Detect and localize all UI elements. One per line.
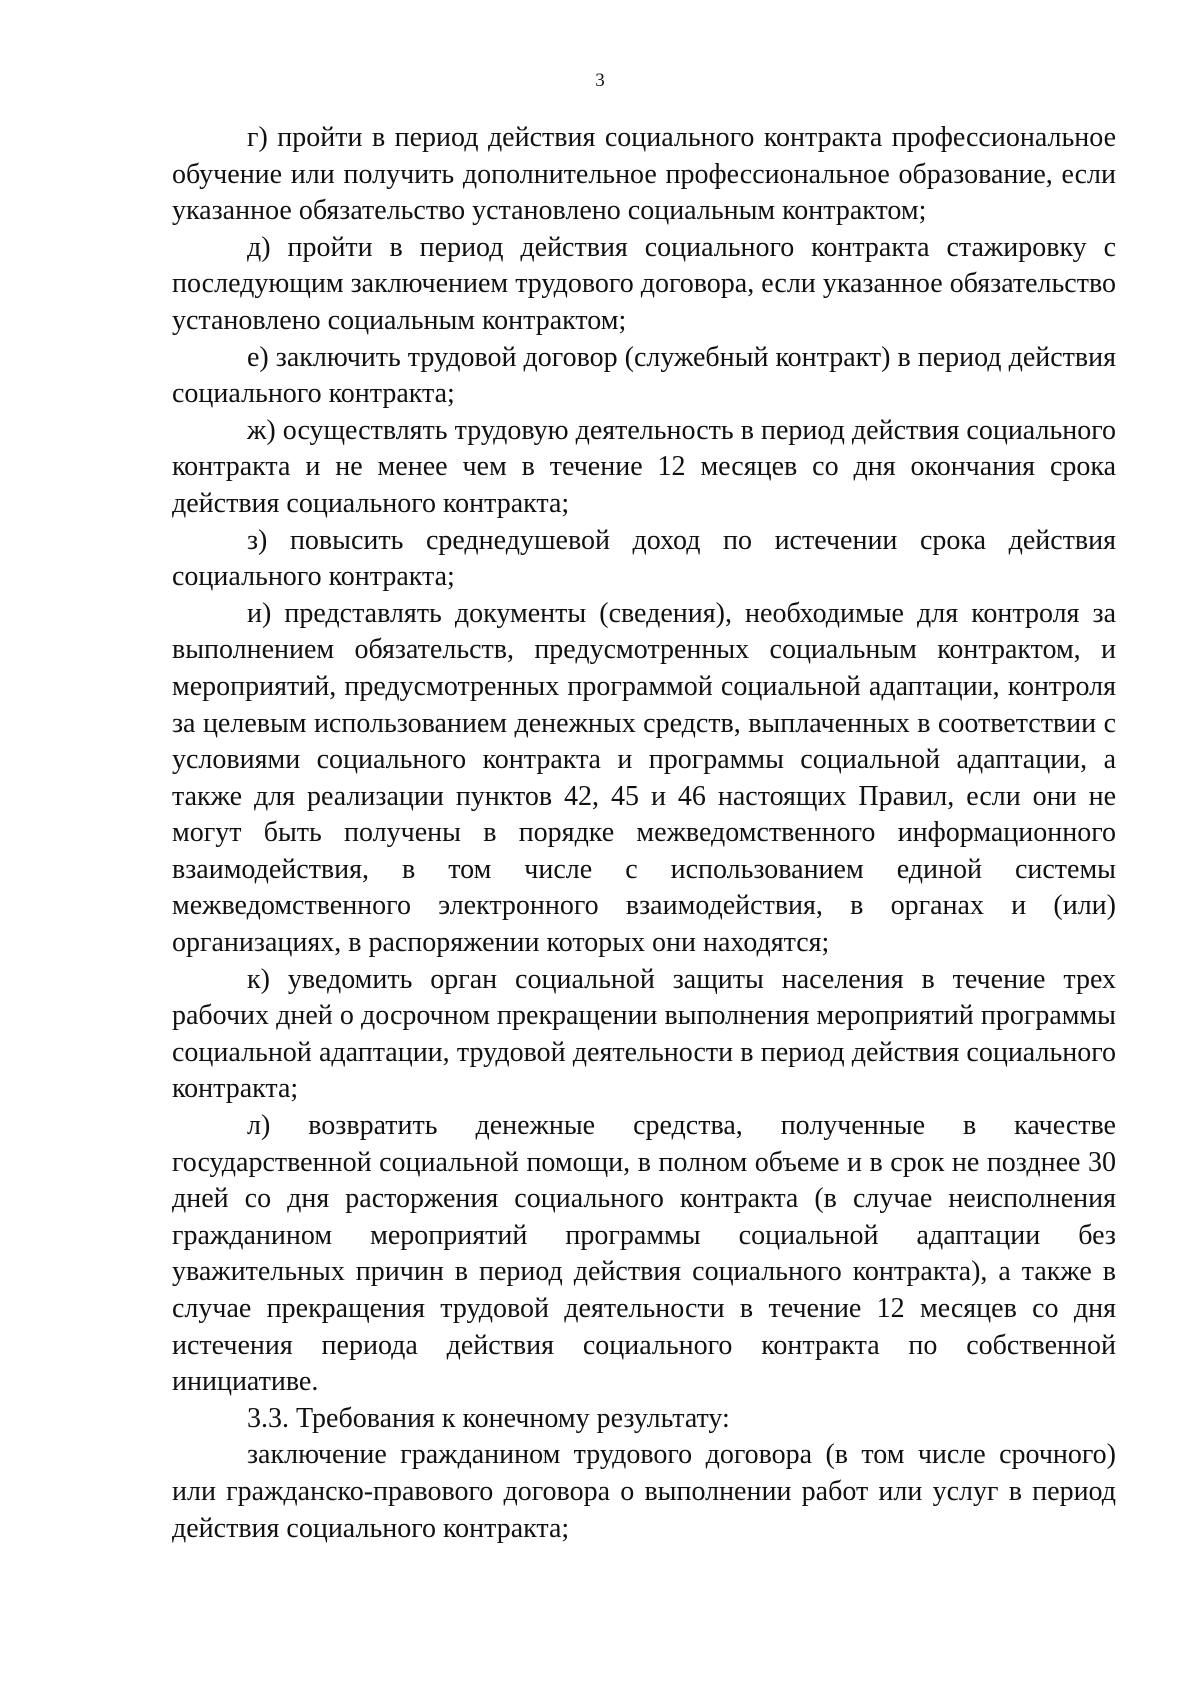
document-body bbox=[172, 120, 1116, 1547]
page-number: 3 bbox=[595, 70, 605, 91]
paragraph-e: е) заключить трудовой договор (служебный контракт) в период действия социального контракта; bbox=[172, 341, 1116, 410]
paragraph-g: г) пройти в период действия социального контракта профессиональное обучение или получить дополнительное профессиональное образование, если указанное обязательство установлено социальным контрактом; bbox=[172, 122, 1116, 227]
paragraph-k: к) уведомить орган социальной защиты населения в течение трех рабочих дней о досрочном прекращении выполнения мероприятий программы социальной адаптации, трудовой деятельности в период действия социального контракта; bbox=[172, 963, 1116, 1105]
paragraph-i: и) представлять документы (сведения), необходимые для контроля за выполнением обязательств, предусмотренных социальным контрактом, и мероприятий, предусмотренных программой социальной адаптации, контроля за целевым использованием денежных средств, выплаченных в соответствии с условиями социального контракта и программы социальной адаптации, а также для реализации пунктов 42, 45 и 46 настоящих Правил, если они не могут быть получены в порядке межведомственного информационного взаимодействия, в том числе с использованием единой системы межведомственного электронного взаимодействия, в органах и (или) организациях, в распоряжении которых они находятся; bbox=[172, 597, 1116, 959]
paragraph-l: л) возвратить денежные средства, полученные в качестве государственной социальной помощи, в полном объеме и в срок не позднее 30 дней со дня расторжения социального контракта (в случае неисполнения гражданином мероприятий программы социальной адаптации без уважительных причин в период действия социального контракта), а также в случае прекращения трудовой деятельности в течение 12 месяцев со дня истечения периода действия социального контракта по собственной инициативе. bbox=[172, 1110, 1116, 1398]
section-heading-3-3: 3.3. Требования к конечному результату: bbox=[247, 1402, 730, 1434]
paragraph-z: з) повысить среднедушевой доход по истечении срока действия социального контракта; bbox=[172, 524, 1116, 593]
paragraph-zh: ж) осуществлять трудовую деятельность в период действия социального контракта и не менее чем в течение 12 месяцев со дня окончания срока действия социального контракта; bbox=[172, 414, 1116, 519]
paragraph-result: заключение гражданином трудового договора (в том числе срочного) или гражданско-правового договора о выполнении работ или услуг в период действия социального контракта; bbox=[172, 1439, 1116, 1544]
paragraph-d: д) пройти в период действия социального контракта стажировку с последующим заключением трудового договора, если указанное обязательство установлено социальным контрактом; bbox=[172, 231, 1116, 336]
